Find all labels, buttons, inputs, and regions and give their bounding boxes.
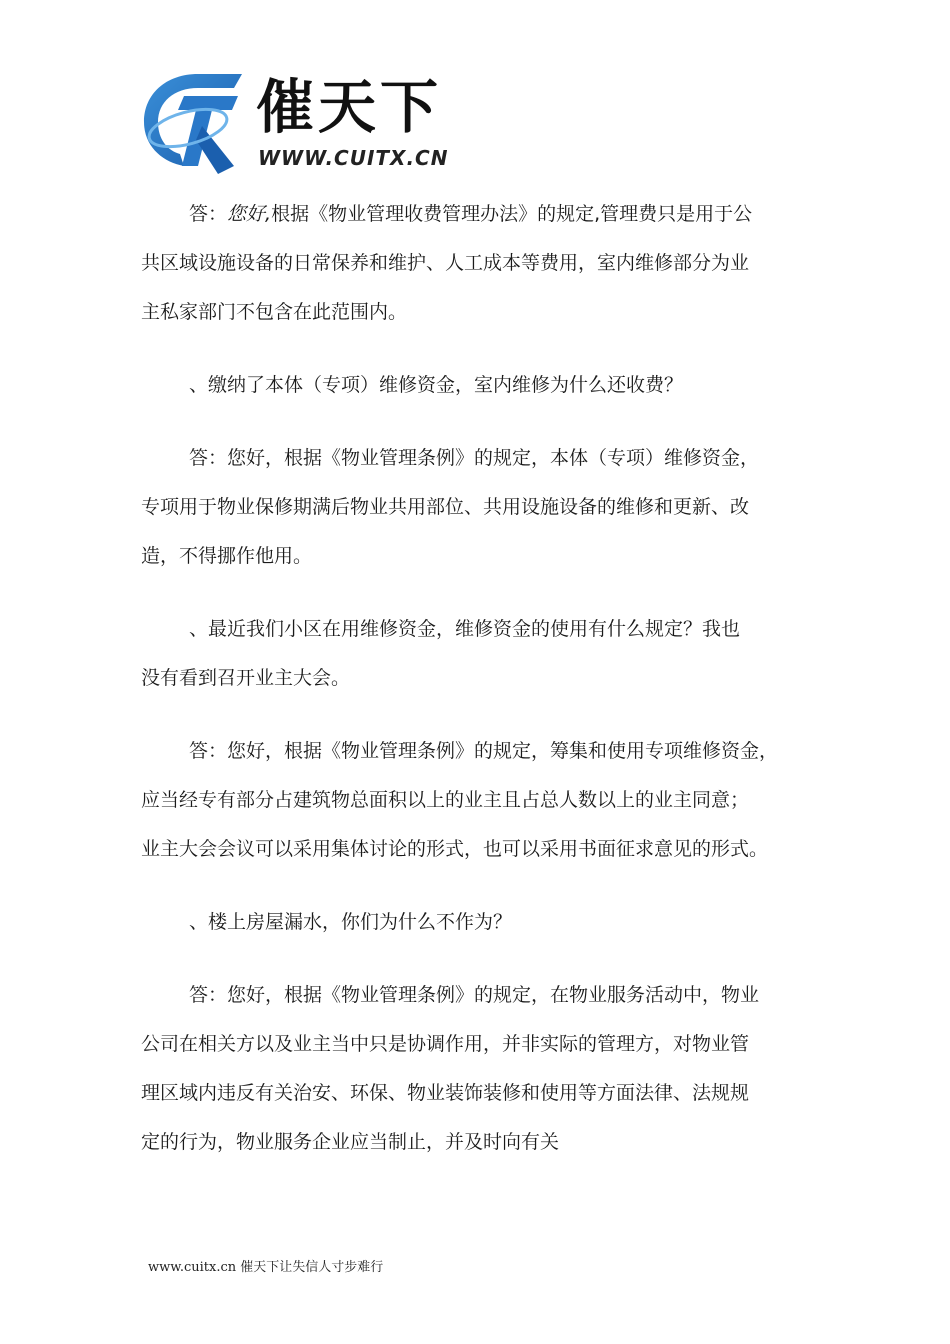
text-line — [141, 898, 813, 947]
text-segment: 公司在相关方以及业主当中只是协调作用，并非实际的管理方，对物业管 — [141, 1033, 750, 1055]
text-line — [141, 654, 813, 703]
text-line — [141, 532, 813, 581]
document-body — [141, 190, 813, 1167]
answer-paragraph — [141, 190, 813, 337]
text-line — [141, 605, 813, 654]
text-line — [141, 727, 813, 776]
paragraph-gap — [141, 874, 813, 898]
cuitx-logo — [138, 66, 458, 186]
answer-paragraph — [141, 727, 813, 874]
text-line — [141, 971, 813, 1020]
text-segment: 您好, — [227, 203, 272, 225]
text-line — [141, 361, 813, 410]
paragraph-gap — [141, 581, 813, 605]
text-segment: 理区域内违反有关治安、环保、物业装饰装修和使用等方面法律、法规规 — [141, 1082, 750, 1104]
logo-url: WWW.CUITX.CN — [258, 146, 449, 170]
text-line — [141, 825, 813, 874]
paragraph-gap — [141, 947, 813, 971]
text-line — [141, 190, 813, 239]
text-line — [141, 1020, 813, 1069]
logo-ring-icon — [138, 66, 253, 184]
text-segment: 应当经专有部分占建筑物总面积以上的业主且占总人数以上的业主同意； — [141, 789, 750, 811]
text-segment: 共区域设施设备的日常保养和维护、人工成本等费用，室内维修部分为业 — [141, 252, 750, 274]
text-line — [141, 288, 813, 337]
paragraph-gap — [141, 337, 813, 361]
text-line — [141, 239, 813, 288]
text-segment: 根据《物业管理收费管理办法》的规定,管理费只是用于公 — [271, 203, 753, 225]
text-segment: 、缴纳了本体（专项）维修资金，室内维修为什么还收费？ — [189, 374, 684, 396]
text-line — [141, 483, 813, 532]
text-segment: 定的行为，物业服务企业应当制止，并及时向有关 — [141, 1131, 560, 1153]
text-segment: 没有看到召开业主大会。 — [141, 667, 351, 689]
text-segment: 专项用于物业保修期满后物业共用部位、共用设施设备的维修和更新、改 — [141, 496, 750, 518]
text-segment: 答： — [189, 203, 228, 225]
text-segment: 答：您好，根据《物业管理条例》的规定，筹集和使用专项维修资金， — [189, 740, 779, 762]
text-segment: 、最近我们小区在用维修资金，维修资金的使用有什么规定？我也 — [189, 618, 741, 640]
paragraph-gap — [141, 703, 813, 727]
text-segment: 、楼上房屋漏水，你们为什么不作为？ — [189, 911, 513, 933]
text-line — [141, 1118, 813, 1167]
answer-paragraph — [141, 434, 813, 581]
text-segment: 造，不得挪作他用。 — [141, 545, 313, 567]
text-line — [141, 434, 813, 483]
question-paragraph — [141, 898, 813, 947]
page-footer: www.cuitx.cn 催天下让失信人寸步难行 — [148, 1260, 384, 1275]
answer-paragraph — [141, 971, 813, 1167]
text-segment: 答：您好，根据《物业管理条例》的规定，在物业服务活动中，物业 — [189, 984, 760, 1006]
text-segment: 业主大会会议可以采用集体讨论的形式，也可以采用书面征求意见的形式。 — [141, 838, 769, 860]
question-paragraph — [141, 605, 813, 703]
text-line — [141, 1069, 813, 1118]
logo-name: 催天下 — [256, 73, 443, 141]
text-line — [141, 776, 813, 825]
question-paragraph — [141, 361, 813, 410]
paragraph-gap — [141, 410, 813, 434]
text-segment: 答：您好，根据《物业管理条例》的规定，本体（专项）维修资金， — [189, 447, 760, 469]
text-segment: 主私家部门不包含在此范围内。 — [141, 301, 408, 323]
